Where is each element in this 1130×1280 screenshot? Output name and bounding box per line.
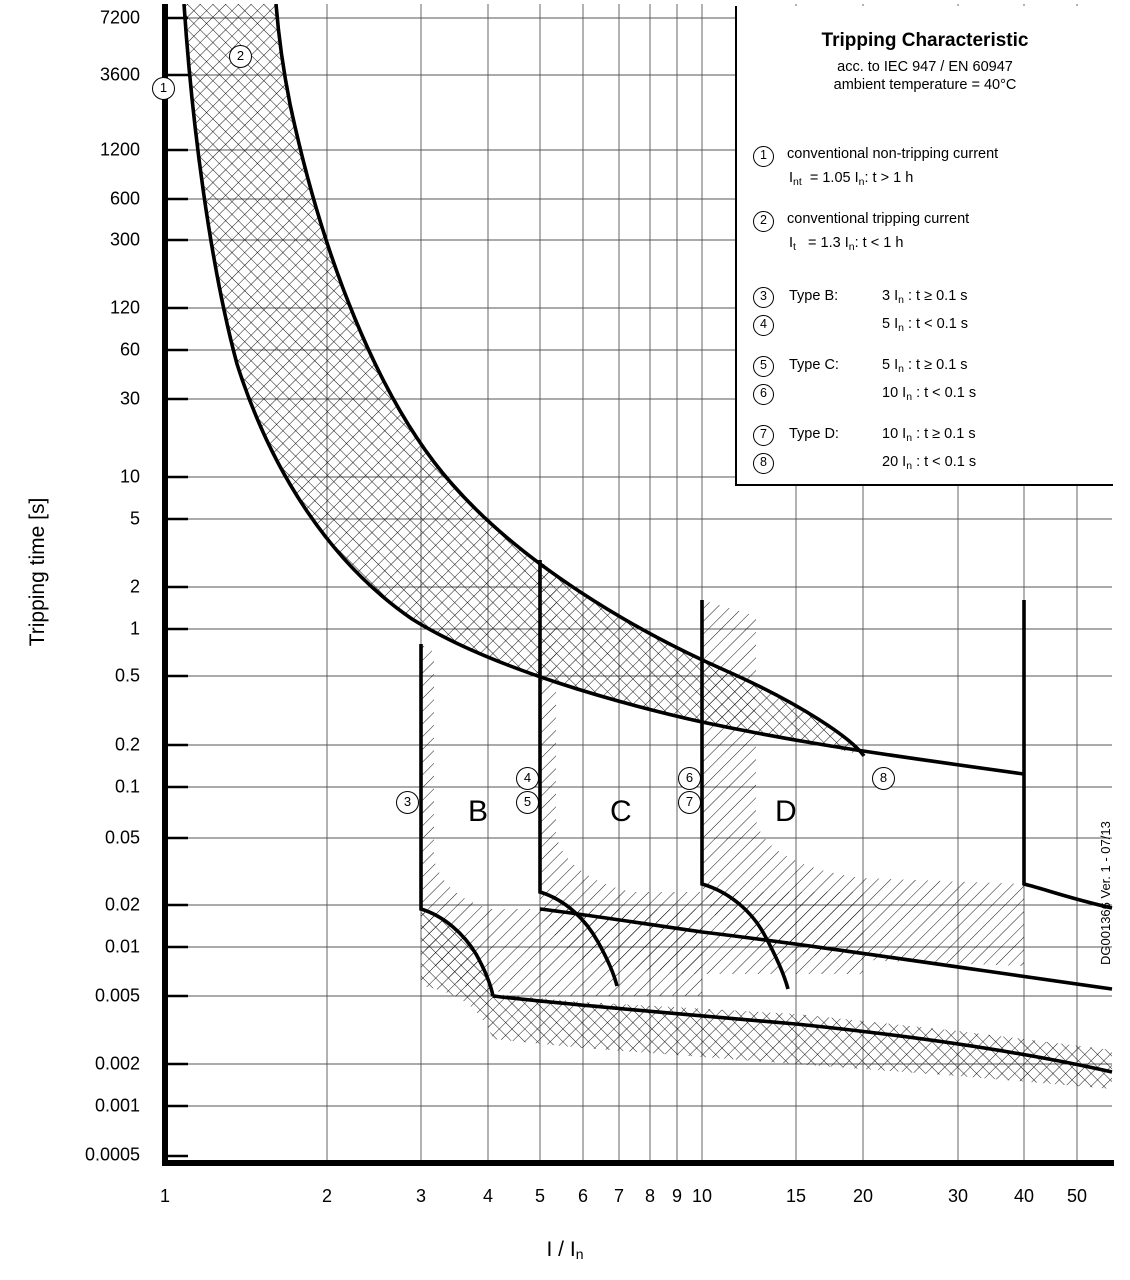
legend-type-3-values [882, 288, 968, 306]
legend-formula-1-symbol: I [789, 170, 794, 186]
legend-formula-1 [789, 170, 913, 188]
x-axis-label-sub: n [575, 1246, 584, 1262]
callout-8: 8 [872, 767, 895, 790]
legend-type-4-values [882, 316, 968, 334]
legend-type-4-mult: 5 I [882, 316, 899, 332]
y-tick: 600 [109, 188, 140, 209]
legend-type-6-sub: n [906, 391, 913, 403]
zone-label-c: C [610, 795, 632, 828]
document-code: DG001366 Ver. 1 - 07/13 [1098, 821, 1113, 965]
y-tick-marks [165, 18, 188, 1156]
legend-marker-7: 7 [753, 425, 774, 446]
legend-type-b-label: Type B: [789, 288, 839, 304]
legend-type-5-sub: n [898, 363, 904, 375]
callout-2: 2 [229, 45, 252, 68]
legend-type-5-mult: 5 I [882, 357, 899, 373]
legend-formula-1-cond: : t > 1 h [864, 170, 914, 186]
callout-6: 6 [678, 767, 701, 790]
zone-label-d: D [775, 795, 797, 828]
legend-type-c-label: Type C: [789, 357, 839, 373]
legend-type-8-cond: : t < 0.1 s [916, 454, 977, 470]
callout-7: 7 [678, 791, 701, 814]
y-tick: 10 [119, 466, 140, 487]
y-tick: 5 [129, 508, 140, 529]
legend-type-7-cond: : t ≥ 0.1 s [916, 426, 976, 442]
legend-marker-4: 4 [753, 315, 774, 336]
x-axis-label [0, 1238, 1130, 1262]
y-tick: 0.005 [94, 985, 140, 1006]
legend-formula-1-value: = 1.05 I [809, 170, 859, 186]
callout-5: 5 [516, 791, 539, 814]
y-tick: 3600 [99, 64, 140, 85]
legend-marker-6: 6 [753, 384, 774, 405]
legend-formula-1-subscript: nt [793, 176, 802, 188]
y-axis-label: Tripping time [s] [26, 497, 49, 647]
legend-panel [735, 6, 1113, 486]
legend-formula-2-cond: : t < 1 h [854, 235, 904, 251]
x-tick: 40 [1013, 1186, 1035, 1206]
x-tick: 10 [691, 1186, 713, 1206]
legend-type-6-values [882, 385, 976, 403]
legend-formula-2 [789, 235, 903, 253]
legend-marker-5: 5 [753, 356, 774, 377]
legend-type-5-values [882, 357, 968, 375]
y-tick: 0.001 [94, 1095, 140, 1116]
callout-4: 4 [516, 767, 539, 790]
legend-formula-2-value: = 1.3 I [808, 235, 849, 251]
y-tick: 300 [109, 229, 140, 250]
legend-type-4-sub: n [898, 322, 904, 334]
x-tick: 15 [785, 1186, 807, 1206]
x-tick: 50 [1066, 1186, 1088, 1206]
callout-1: 1 [152, 77, 175, 100]
legend-formula-2-subscript: t [793, 241, 796, 253]
legend-subtitle-standard: acc. to IEC 947 / EN 60947 [837, 59, 1013, 75]
x-tick: 20 [852, 1186, 874, 1206]
y-tick: 2 [129, 576, 140, 597]
y-tick: 60 [119, 339, 140, 360]
legend-marker-2: 2 [753, 211, 774, 232]
y-tick: 1 [129, 618, 140, 639]
x-tick: 2 [321, 1186, 333, 1206]
x-tick: 8 [644, 1186, 656, 1206]
legend-type-8-values [882, 454, 976, 472]
x-tick: 7 [613, 1186, 625, 1206]
x-tick: 1 [159, 1186, 171, 1206]
legend-type-d-label: Type D: [789, 426, 839, 442]
y-tick: 0.002 [94, 1053, 140, 1074]
y-tick: 1200 [99, 139, 140, 160]
x-tick: 4 [482, 1186, 494, 1206]
y-tick: 0.2 [114, 734, 140, 755]
y-tick: 0.1 [114, 776, 140, 797]
legend-type-3-cond: : t ≥ 0.1 s [908, 288, 968, 304]
callout-3: 3 [396, 791, 419, 814]
legend-marker-1: 1 [753, 146, 774, 167]
legend-type-7-values [882, 426, 976, 444]
legend-formula-2-subscript2: n [848, 241, 855, 253]
x-tick: 3 [415, 1186, 427, 1206]
y-tick: 120 [109, 297, 140, 318]
legend-type-3-sub: n [898, 294, 904, 306]
y-tick: 7200 [99, 7, 140, 28]
y-tick: 0.01 [104, 936, 140, 957]
legend-text-1: conventional non-tripping current [787, 146, 999, 162]
legend-text-2: conventional tripping current [787, 211, 970, 227]
legend-title: Tripping Characteristic [821, 30, 1029, 51]
legend-type-5-cond: : t ≥ 0.1 s [908, 357, 968, 373]
legend-type-7-mult: 10 I [882, 426, 907, 442]
x-tick: 6 [577, 1186, 589, 1206]
y-tick: 0.0005 [84, 1144, 140, 1165]
legend-type-4-cond: : t < 0.1 s [908, 316, 969, 332]
y-tick: 0.05 [104, 827, 140, 848]
y-tick: 0.5 [114, 665, 140, 686]
x-axis-label-main: I / I [546, 1238, 576, 1261]
x-tick: 30 [947, 1186, 969, 1206]
x-tick: 9 [671, 1186, 683, 1206]
y-tick: 0.02 [104, 894, 140, 915]
legend-formula-1-subscript2: n [858, 176, 865, 188]
legend-type-6-cond: : t < 0.1 s [916, 385, 977, 401]
zone-label-b: B [468, 795, 489, 828]
y-axis-tick-labels [0, 0, 140, 1280]
legend-subtitle-temperature: ambient temperature = 40°C [833, 77, 1017, 93]
y-tick: 30 [119, 388, 140, 409]
legend-type-3-mult: 3 I [882, 288, 899, 304]
legend-type-8-sub: n [906, 460, 913, 472]
legend-type-7-sub: n [906, 432, 913, 444]
legend-marker-8: 8 [753, 453, 774, 474]
legend-formula-2-symbol: I [789, 235, 794, 251]
x-tick: 5 [534, 1186, 546, 1206]
legend-type-8-mult: 20 I [882, 454, 907, 470]
legend-marker-3: 3 [753, 287, 774, 308]
legend-type-6-mult: 10 I [882, 385, 907, 401]
